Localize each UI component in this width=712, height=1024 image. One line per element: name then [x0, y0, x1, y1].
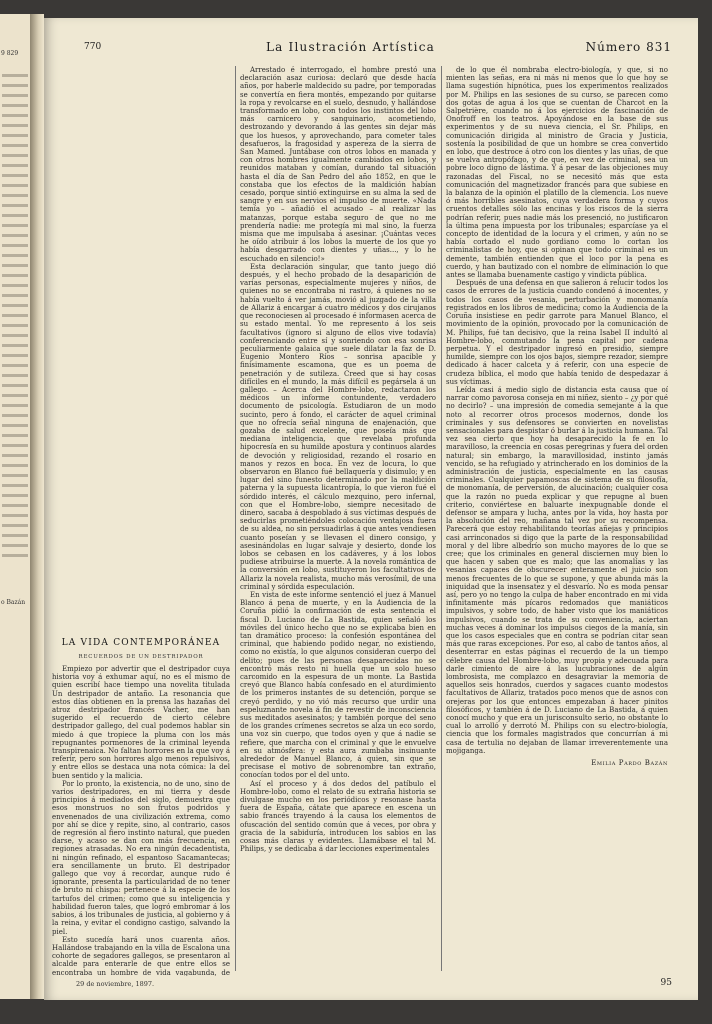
text-line-fragment [2, 474, 28, 477]
text-line-fragment [2, 444, 28, 447]
text-line-fragment [2, 204, 28, 207]
text-line-fragment [2, 384, 28, 387]
facing-page-signature: o Bazán [1, 599, 26, 606]
text-line-fragment [2, 484, 28, 487]
text-line-fragment [2, 144, 28, 147]
paragraph: En vista de este informe sentenció el juez á Manuel Blanco á pena de muerte, y en la Audiencia de la Coruña pidió la confirmación de esta sentencia el fiscal D. Luciano de La Bastida, quien señaló los móviles del único hecho que no se explicaba bien en tan dramático proceso: la confesión espontánea del criminal, que habiendo podido negar, no existiendo, como no existía, lo que algunos consideran cuerpo del delito; pues de las personas desaparecidas no se encontró más resto ni huella que un solo hueso carcomido en la espesura de un monte. La Bastida creyó que Blanco había confesado en el aturdimiento de los primeros instantes de su detención, porque se creyó perdido, y no vió más recurso que urdir una espeluznante novela á fin de revestir de inconsciencia sus meditados asesinatos; y también porque del seno de los grandes crímenes secretos se alza un eco sordo, una voz sin cuerpo, que todos oyen y que á nadie se refiere, que marcha con el criminal y que le envuelve en su atmósfera: y esta aura zumbaba insinuante alrededor de Manuel Blanco, á quien, sin que se precisase el motivo de sobrenombre tan extraño, conocían todos por el del unto. [240, 591, 436, 780]
text-line-fragment [2, 314, 28, 317]
book-spine-shadow [30, 14, 44, 999]
text-line-fragment [2, 364, 28, 367]
text-line-fragment [2, 114, 28, 117]
text-line-fragment [2, 304, 28, 307]
paragraph: Esta declaración singular, que tanto juego dió después, y el hecho probado de la desaparición de varias personas, especialmente mujeres y niños, de quienes no se encontraba ni rastro, á quienes no se había vuelto á ver jamás, movió al juzgado de la villa de Allariz á encargar á cuatro médicos y dos cirujanos que reconociesen al procesado é informasen acerca de su estado mental. Yo me represento á los seis facultativos (ignoro si alguno de ellos vive todavía) conferenciando entre sí y sonriendo con esa sonrisa peculiarmente galaica que suele dilatar la faz de D. Eugenio Montero Ríos – sonrisa apacible y finísimamente escamona, que es un poema de penetración y de sutileza. Creed que si hay cosas difíciles en el mundo, la más difícil es pegársela á un gallego. – Acerca del Hombre-lobo, redactaron los médicos un informe contundente, verdadero documento de psicología. Estudiaron de un modo sucinto, pero á fondo, el carácter de aquel criminal que no ofrecía señal ninguna de enajenación, que gozaba de salud excelente, que poseía más que mediana inteligencia, que revelaba profunda hipocresía en su humilde apostura y continuos alardes de devoción y religiosidad, rezando el rosario en manos y rezos en boca. En vez de locura, lo que observaron en Blanco fué bellaquería y disimulo; y en lugar del sino funesto determinado por la maldición paterna y la supuesta licantropía, lo que vieron fué el sórdido interés, el cálculo mezquino, pero infernal, con que el Hombre-lobo, siempre necesitado de dinero, sacaba á despoblado á sus víctimas después de seducirlas prometiéndoles colocación ventajosa fuera de su aldea, no sin persuadirlas á que antes vendiesen cuanto poseían y se llevasen el dinero consigo, y asesinándolas en lugar salvaje y desierto, donde los lobos se cebasen en los cadáveres, y á los lobos pudiese atribuirse la muerte. A la novela romántica de la conversión en lobo, sustituyeron los facultativos de Allariz la novela realista, mucho más verosímil, de una criminal y sórdida especulación. [240, 262, 436, 591]
text-line-fragment [2, 394, 28, 397]
text-line-fragment [2, 424, 28, 427]
text-line-fragment [2, 324, 28, 327]
text-line-fragment [2, 274, 28, 277]
section-subtitle: RECUERDOS DE UN DESTRIPADOR [78, 654, 204, 660]
author-signature: Emilia Pardo Bazán [591, 759, 668, 768]
text-line-fragment [2, 254, 28, 257]
text-line-fragment [2, 74, 28, 77]
facing-page-number: 9 829 [1, 50, 19, 57]
text-line-fragment [2, 354, 28, 357]
text-line-fragment [2, 174, 28, 177]
text-line-fragment [2, 184, 28, 187]
magazine-page [44, 18, 698, 1000]
section-title: LA VIDA CONTEMPORÁNEA [61, 638, 221, 648]
text-line-fragment [2, 544, 28, 547]
text-line-fragment [2, 154, 28, 157]
text-line-fragment [2, 134, 28, 137]
journal-title: La Ilustración Artística [266, 40, 435, 54]
paragraph: Por lo pronto, la existencia, no de uno, sino de varios destripadores, en mi tierra y desde principios á mediados del siglo, demuestra que esos monstruos no son frutos podridos y envenenados de una civilización extrema, como por ahí se dice y repite, sino, al contrario, casos de regresión al fiero instinto natural, que pueden darse, y acaso se dan con más frecuencia, en regiones atrasadas. No era ningún decadentista, ni ningún refinado, el espantoso Sacamantecas; era sencillamente un bruto. El destripador gallego que voy á recordar, aunque rudo é ignorante, presenta la particularidad de no tener de bruto ni chispa: pertenece á la especie de los tartufos del crimen; como que su inteligencia y habilidad fueron tales, que logró embromar á los sabios, á los tribunales de justicia, al gobierno y á la reina, y evitar el condigno castigo, salvando la piel. [52, 779, 230, 936]
text-line-fragment [2, 214, 28, 217]
text-line-fragment [2, 284, 28, 287]
text-line-fragment [2, 464, 28, 467]
text-line-fragment [2, 344, 28, 347]
text-line-fragment [2, 554, 28, 557]
text-line-fragment [2, 294, 28, 297]
text-line-fragment [2, 524, 28, 527]
text-line-fragment [2, 124, 28, 127]
text-line-fragment [2, 454, 28, 457]
paragraph: Esto sucedía hará unos cuarenta años. Hallándose trabajando en la villa de Escalona una cohorte de segadores gallegos, se presentaron al alcalde para enterarle de que entre ellos se encontraba un hombre de vida vagabunda, de [52, 935, 230, 976]
paragraph: Empiezo por advertir que el destripador cuya historia voy á exhumar aquí, no es el mismo de quien escribí hace tiempo una novelita titulada Un destripador de antaño. La resonancia que estos días obtienen en la prensa las hazañas del atroz destripador francés Vacher, me han sugerido el recuerdo de cierto célebre destripador gallego, del cual podemos hablar sin miedo á que tropiece la pluma con los más repugnantes pormenores de la criminal leyenda transpirenaica. No faltan horrores en la que voy á referir, pero son horrores algo menos repulsivos, y entre ellos se destaca una nota cómica: la del buen sentido y la malicia. [52, 665, 230, 780]
running-header [84, 40, 672, 56]
text-line-fragment [2, 264, 28, 267]
text-line-fragment [2, 404, 28, 407]
text-line-fragment [2, 244, 28, 247]
blank-space [52, 66, 230, 626]
text-line-fragment [2, 224, 28, 227]
text-line-fragment [2, 494, 28, 497]
paragraph: de lo que él nombraba electro-biología, y que, si no mienten las señas, era ni más ni menos que lo que hoy se llama sugestión hipnótica, pues los experimentos realizados por M. Philips en las sesiones de su curso, se parecen como dos gotas de agua á los que se cuentan de Charcot en la Salpetrière, cuando no á los ejercicios de fascinación de Onofroff en los teatros. Apoyándose en la base de sus experimentos y de su nueva ciencia, el Sr. Philips, en comunicación dirigida al ministro de Gracia y Justicia, sostenía la posibilidad de que un hombre se crea convertido en lobo, que destroce á otro con los dientes y las uñas, de que se vuelva antropófago, y de que, en vez de criminal, sea un pobre loco digno de lástima. Y á pesar de las objeciones muy razonadas del Fiscal, no se necesitó más que esta comunicación del magnetizador francés para que subiese en la balanza de la opinión el platillo de la clemencia. Los nueve ó más horribles asesinatos, cuya verdadera forma y cuyos cruentos detalles sólo las encinas y los riscos de la sierra podrían referir, pues nadie más los presenció, no justificaron la última pena impuesta por los tribunales; esparcíase ya el concepto de identidad de la locura y el crimen, y aún no se había cortado el nudo gordiano como lo cortan los criminalistas de hoy, que si opinan que todo criminal es un demente, también entienden que el loco por la pena es cuerdo, y han bautizado con el nombre de eliminación lo que antes se llamaba buenamente castigo y vindicta pública. [446, 66, 668, 280]
text-line-fragment [2, 194, 28, 197]
paragraph: Leída casi á medio siglo de distancia esta causa que oí narrar como pavorosa conseja en mi niñez, siento – ¿y por qué no decirlo? – una impresión de comedia semejante á la que noto al recorrer otros procesos modernos, donde los criminales y sus defensores se convierten en novelistas sensacionales para despistar ó burlar á la justicia humana. Tal vez sea cierto que hoy ha desaparecido la fe en lo maravilloso, la creencia en cosas peregrinas y fuera del orden natural; sin embargo, la maravillosidad, instinto jamás vencido, se ha refugiado y atrincherado en los dominios de la administración de justicia, especialmente en las causas criminales. Cualquier papamoscas de sistema de su filosofía, de monomanía, de perversión, de alucinación; cualquier cosa que la razón no pueda explicar y que repugne al buen criterio, conviértese en baluarte inexpugnable donde el defensor se ampara y lucha, antes por la vida, hoy hasta por la absolución del reo, mañana tal vez por su recompensa. Parecerá que estoy rehabilitando teorías añejas y principios casi arrinconados si digo que la parte de la responsabilidad moral y del libre albedrío son mucho mayores de lo que se cree; que los criminales en general disciernen muy bien lo que hacen y saben que es malo; que las anomalías y las vesanias capaces de obscurecer enteramente el juicio son menos frecuentes de lo que se supone, y que abunda más la iniquidad que la insensatez y el desvarío. No es moda pensar así, pero yo no tengo la culpa de haber encontrado en mi vida infinitamente más pícaros redomados que maniáticos impulsivos, y sobre todo, de haber visto que los maniáticos impulsivos, cuando se trata de su conveniencia, aciertan muchas veces á dominar los impulsos ciegos de la manía, sin que los casos especiales que en contra se podrían citar sean más que raras excepciones. Por eso, al cabo de tantos años, al desenterrar en estas páginas el recuerdo de la un tiempo célebre causa del Hombre-lobo, muy propia y adecuada para darle cimiento de aire á las lucubraciones de algún lombrosista, me complazco en desagraviar la memoria de aquellos seis honrados, cuerdos y sagaces cuanto modestos facultativos de Allariz, tratados poco menos que de asnos con orejeras por los que entonces empezaban á hacer pinitos filosóficos, y también á de D. Luciano de La Bastida, á quien conocí mucho y que era un jurisconsulto serio, no obstante lo cual lo arrolló y derrotó M. Philips con su electro-biología, ciencia que los formales magistrados que concurrían á mi casa de tertulia no dejaban de llamar irreverentemente una mojiganga. [446, 385, 668, 755]
text-line-fragment [2, 104, 28, 107]
text-line-fragment [2, 504, 28, 507]
issue-number: Número 831 [585, 40, 672, 54]
paragraph: Así el proceso y á dos dedos del patíbulo el Hombre-lobo, como el relato de su extraña historia se divulgase mucho en los periódicos y resonase hasta fuera de España, cátate que aparece en escena un sabio francés trayendo á la causa los elementos de ofuscación del sentido común que á veces, por obra y gracia de la sabiduría, introducen los sabios en las cosas más claras y evidentes. Llamábase el tal M. Philips, y se dedicaba á dar lecciones experimentales [240, 779, 436, 854]
print-date: 29 de noviembre, 1897. [76, 980, 155, 988]
column-rule [235, 66, 236, 971]
column-3 [446, 66, 668, 976]
column-2 [240, 66, 436, 976]
text-line-fragment [2, 434, 28, 437]
text-line-fragment [2, 374, 28, 377]
text-line-fragment [2, 534, 28, 537]
column-1 [52, 66, 230, 976]
text-line-fragment [2, 84, 28, 87]
text-line-fragment [2, 94, 28, 97]
page-number-top: 770 [84, 42, 102, 52]
text-line-fragment [2, 414, 28, 417]
facing-page-fragment [0, 14, 31, 999]
column-rule [441, 66, 442, 971]
text-line-fragment [2, 514, 28, 517]
text-line-fragment [2, 164, 28, 167]
text-line-fragment [2, 334, 28, 337]
page-footer [76, 978, 672, 990]
paragraph: Después de una defensa en que salieron á relucir todos los casos de errores de la justicia cuando condenó á inocentes, y todos los casos de vesania, perturbación y monomanía registrados en los libros de medicina; como la Audiencia de la Coruña insistiese en pedir garrote para Manuel Blanco, el movimiento de la opinión, provocado por la comunicación de M. Philips, fué tan decisivo, que la reina Isabel II indultó al Hombre-lobo, conmutando la pena capital por cadena perpetua. Y el destripador ingresó en presidio, siempre humilde, siempre con los ojos bajos, siempre rezador, siempre dedicado á hacer calceta y á referir, con una especie de crudeza bíblica, el modo que había tenido de despedazar á sus víctimas. [446, 279, 668, 386]
paragraph: Arrestado é interrogado, el hombre prestó una declaración asaz curiosa: declaró que desde hacía años, por haberle maldecido su padre, por temporadas se convertía en fiera montés, empezando por quitarse la ropa y revolcarse en el suelo, desnudo, y hallándose transformado en lobo, con todos los instintos del lobo más carnicero y sanguinario, acometiendo, destrozando y devorando á las gentes sin dejar más que los huesos, y aprovechando, para cometer tales desafueros, la fragosidad y aspereza de la sierra de San Mamed. Juntábase con otros lobos en manada y con otros hombres igualmente cambiados en lobos, y reunidos mataban y comían, durando tal situación hasta el día de San Pedro del año 1852, en que le constaba que los efectos de la maldición habían cesado, porque sintió extinguirse en su alma la sed de sangre y en sus nervios el impulso de muerte. «Nada temía yo – añadió el acusado – al realizar las matanzas, porque estaba seguro de que no me prendería nadie: me protegía mi mal sino, la fuerza misma que me impulsaba á asesinar. ¡Cuántas veces he oído atribuir á los lobos la muerte de los que yo había desgarrado con dientes y uñas..., y lo he escuchado en silencio!» [240, 66, 436, 263]
page-number-bottom: 95 [660, 978, 672, 988]
text-line-fragment [2, 234, 28, 237]
